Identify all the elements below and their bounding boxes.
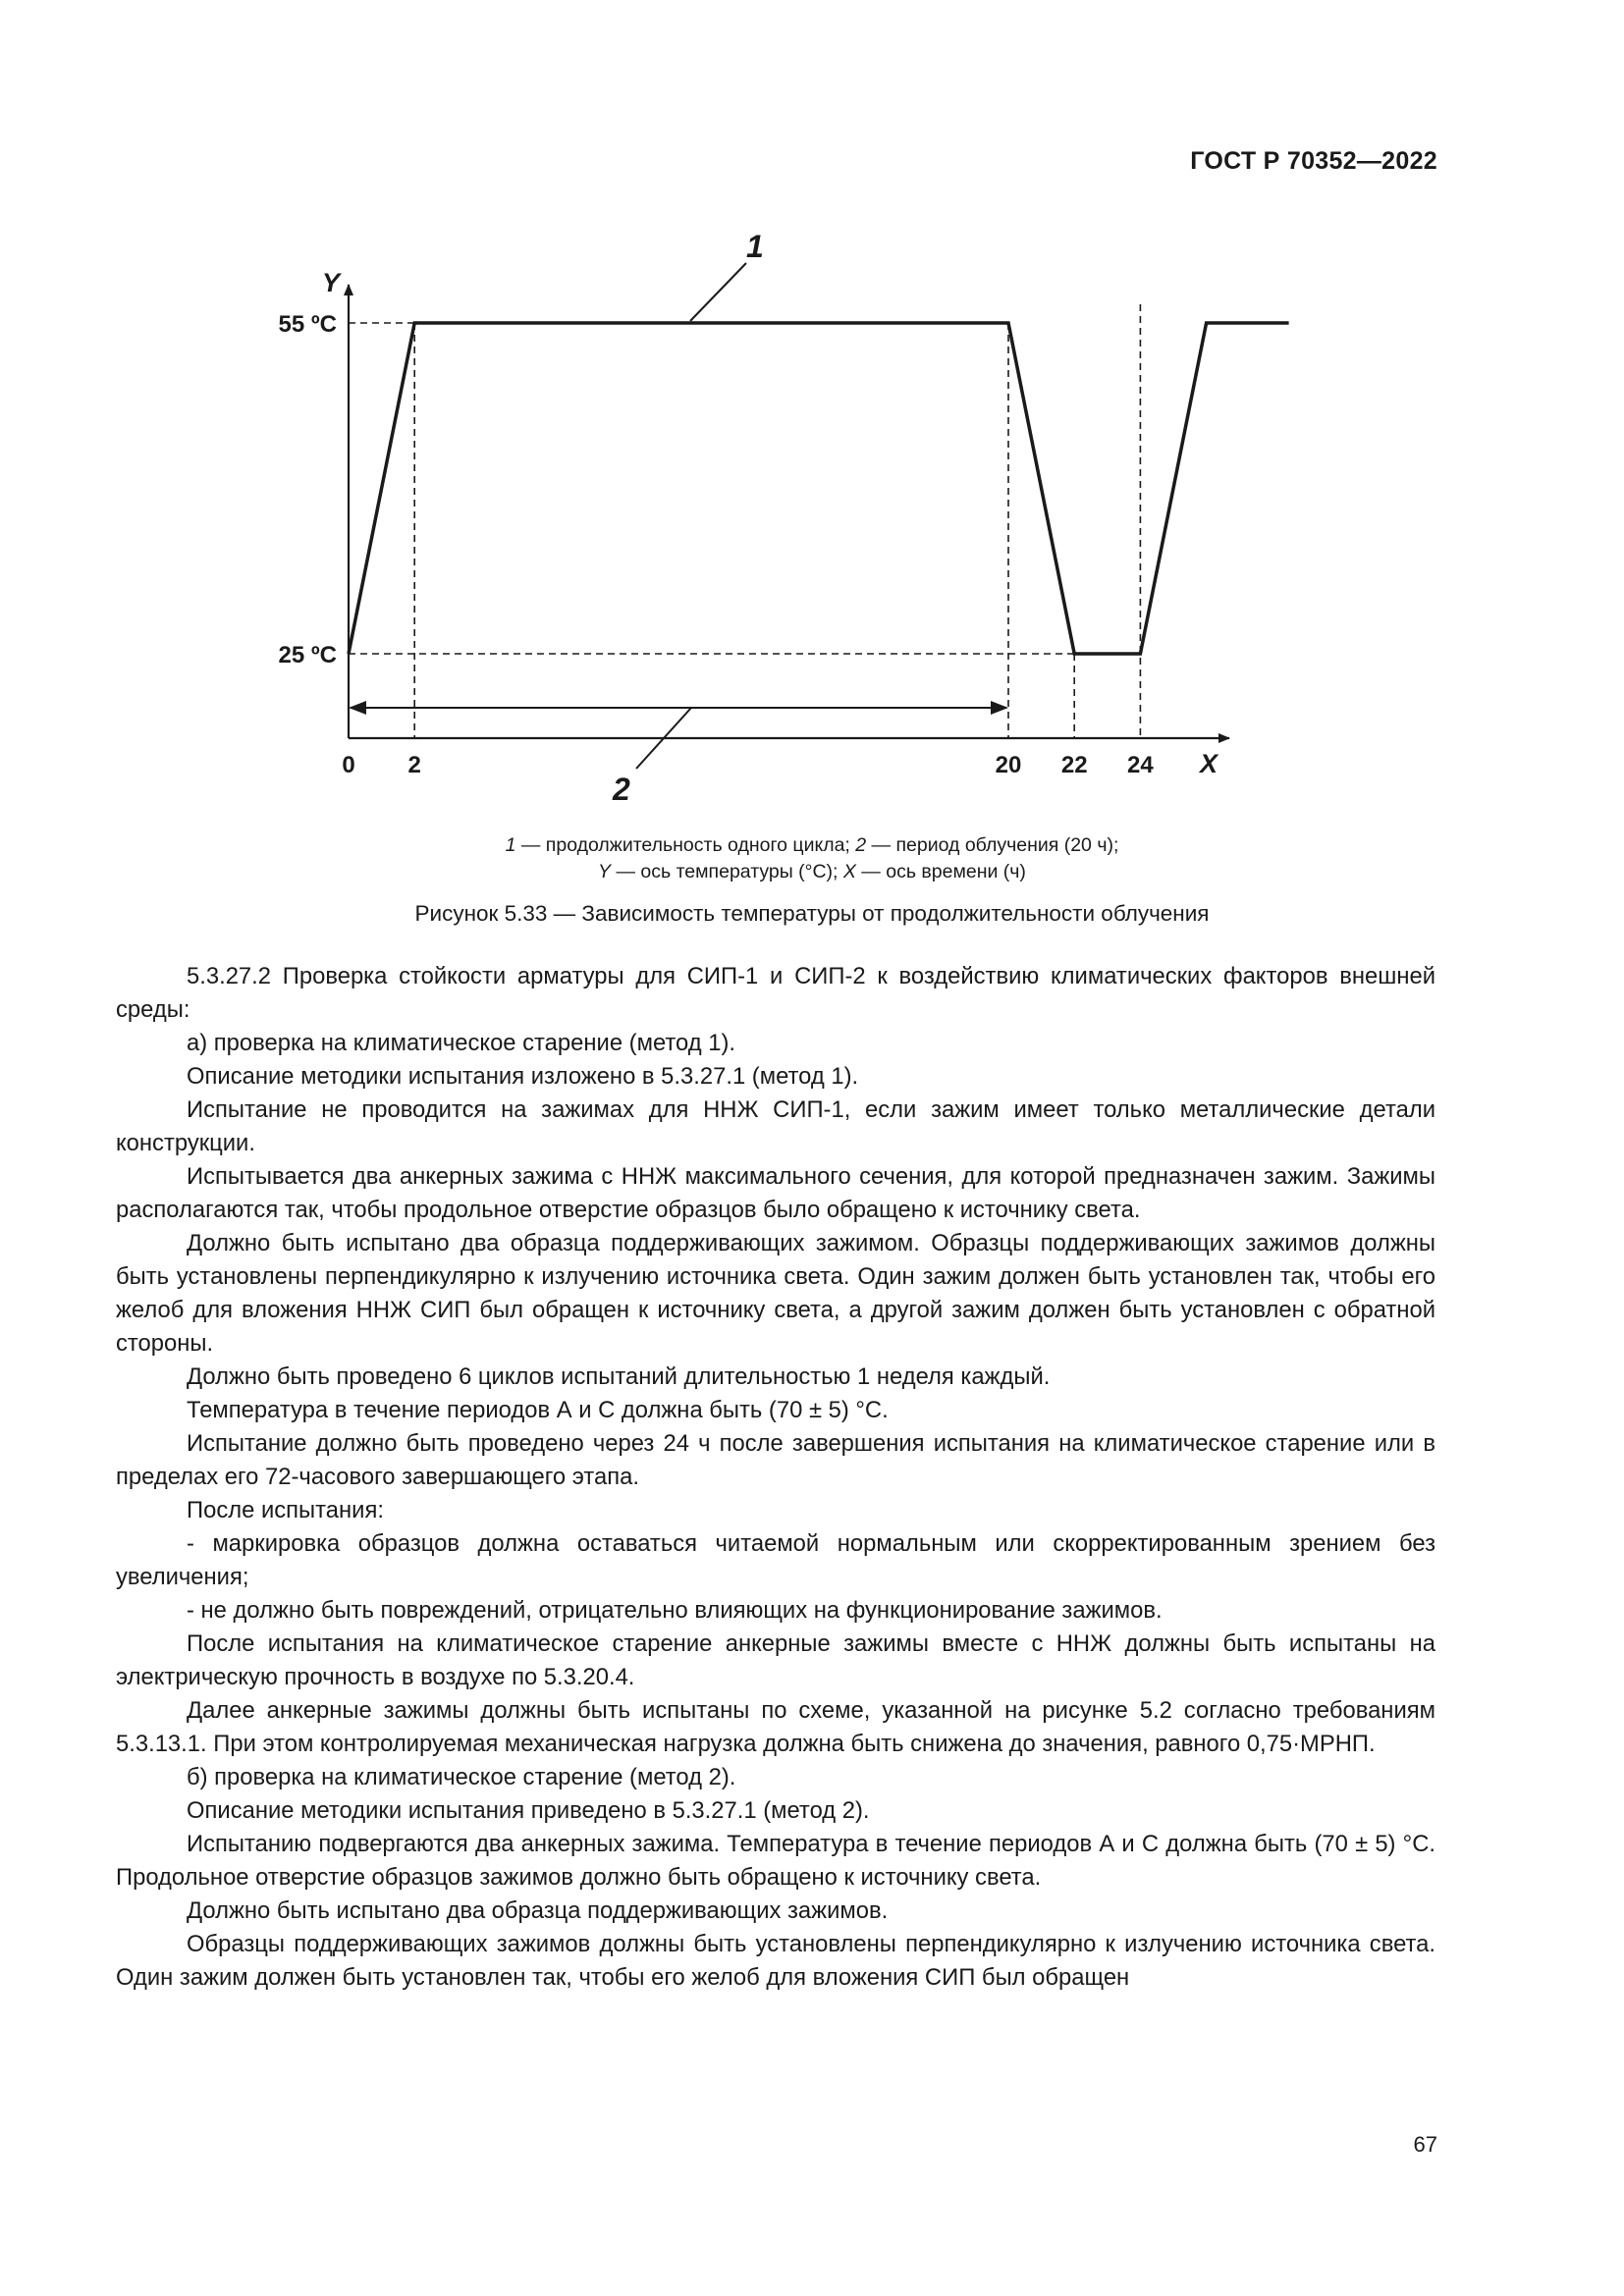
period-arrow-right-head (991, 701, 1008, 715)
legend-text: X (842, 861, 856, 882)
paragraph: - не должно быть повреждений, отрицательно влияющих на функционирование зажимов. (187, 1597, 1163, 1624)
paragraph: Далее анкерные зажимы должны быть испытаны по схеме, указанной на рисунке 5.2 согласно требованиям 5.3.13.1. При этом контролируемая механическая нагрузка должна быть снижена до значения, равного 0,75·МРНП. (116, 1697, 1435, 1757)
paragraph: После испытания: (187, 1497, 384, 1523)
legend-text: — ось времени (ч) (855, 861, 1026, 882)
x-tick-label: 24 (1127, 752, 1154, 778)
x-tick-label: 0 (342, 752, 355, 778)
annotation-1-leader (690, 263, 746, 321)
y-axis-label: Y (322, 268, 341, 297)
annotation-1-label: 1 (746, 229, 764, 264)
x-tick-label: 22 (1060, 752, 1088, 778)
y-tick-label: 25 ºС (278, 642, 337, 668)
temperature-line (349, 323, 1289, 654)
paragraph: - маркировка образцов должна оставаться читаемой нормальным или скорректированным зрением без увеличения; (116, 1530, 1435, 1590)
paragraph: а) проверка на климатическое старение (метод 1). (187, 1030, 736, 1056)
legend-text: — период облучения (20 ч); (866, 834, 1119, 856)
legend-text: — ось температуры (°C); (611, 861, 843, 882)
y-tick-label: 55 ºС (278, 311, 337, 338)
paragraph: После испытания на климатическое старение анкерные зажимы вместе с ННЖ должны быть испытаны на электрическую прочность в воздухе по 5.3.20.4. (116, 1630, 1435, 1690)
legend-text: 1 (505, 834, 516, 856)
x-tick-label: 20 (995, 752, 1022, 778)
paragraph: Испытывается два анкерных зажима с ННЖ максимального сечения, для которой предназначен зажим. Зажимы располагаются так, чтобы продольное отверстие образцов было обращено к источнику света. (116, 1163, 1435, 1223)
legend-text: — продолжительность одного цикла; (515, 834, 856, 856)
figure-legend-line-1 (0, 832, 1624, 859)
x-tick-label: 2 (407, 752, 421, 778)
temperature-time-chart (0, 0, 1624, 844)
legend-text: Y (598, 861, 612, 882)
period-arrow-left-head (349, 701, 366, 715)
x-axis-label: X (1200, 749, 1218, 778)
paragraph: Испытание не проводится на зажимах для ННЖ СИП-1, если зажим имеет только металлические детали конструкции. (116, 1096, 1435, 1156)
figure-legend-line-2 (0, 859, 1624, 885)
paragraph: 5.3.27.2 Проверка стойкости арматуры для СИП-1 и СИП-2 к воздействию климатических факторов внешней среды: (116, 963, 1435, 1023)
body-text (116, 960, 1435, 1995)
paragraph: Испытание должно быть проведено через 24 ч после завершения испытания на климатическое старение или в пределах его 72-часового завершающего этапа. (116, 1430, 1435, 1490)
paragraph: Температура в течение периодов А и С должна быть (70 ± 5) °С. (187, 1397, 889, 1423)
paragraph: Должно быть проведено 6 циклов испытаний длительностью 1 неделя каждый. (187, 1363, 1051, 1390)
paragraph: Описание методики испытания изложено в 5.3.27.1 (метод 1). (187, 1063, 859, 1090)
paragraph: Испытанию подвергаются два анкерных зажима. Температура в течение периодов А и С должна быть (70 ± 5) °С. Продольное отверстие образцов зажимов должно быть обращено к источнику света. (116, 1831, 1435, 1891)
legend-text: 2 (855, 834, 867, 856)
page-number: 67 (1413, 2132, 1437, 2157)
figure-caption: Рисунок 5.33 — Зависимость температуры от продолжительности облучения (414, 901, 1210, 926)
document-code: ГОСТ Р 70352—2022 (1190, 147, 1437, 175)
paragraph: б) проверка на климатическое старение (метод 2). (187, 1764, 736, 1790)
paragraph: Должно быть испытано два образца поддерживающих зажимом. Образцы поддерживающих зажимов должны быть установлены перпендикулярно к излучению источника света. Один зажим должен быть установлен так, чтобы его желоб для вложения ННЖ СИП был обращен к источнику света, а другой зажим должен быть установлен с обратной стороны. (116, 1230, 1435, 1357)
paragraph: Должно быть испытано два образца поддерживающих зажимов. (187, 1897, 889, 1924)
paragraph: Описание методики испытания приведено в 5.3.27.1 (метод 2). (187, 1797, 870, 1824)
paragraph: Образцы поддерживающих зажимов должны быть установлены перпендикулярно к излучению источника света. Один зажим должен быть установлен так, чтобы его желоб для вложения СИП был обращен (116, 1931, 1435, 1991)
annotation-2-label: 2 (613, 772, 630, 807)
